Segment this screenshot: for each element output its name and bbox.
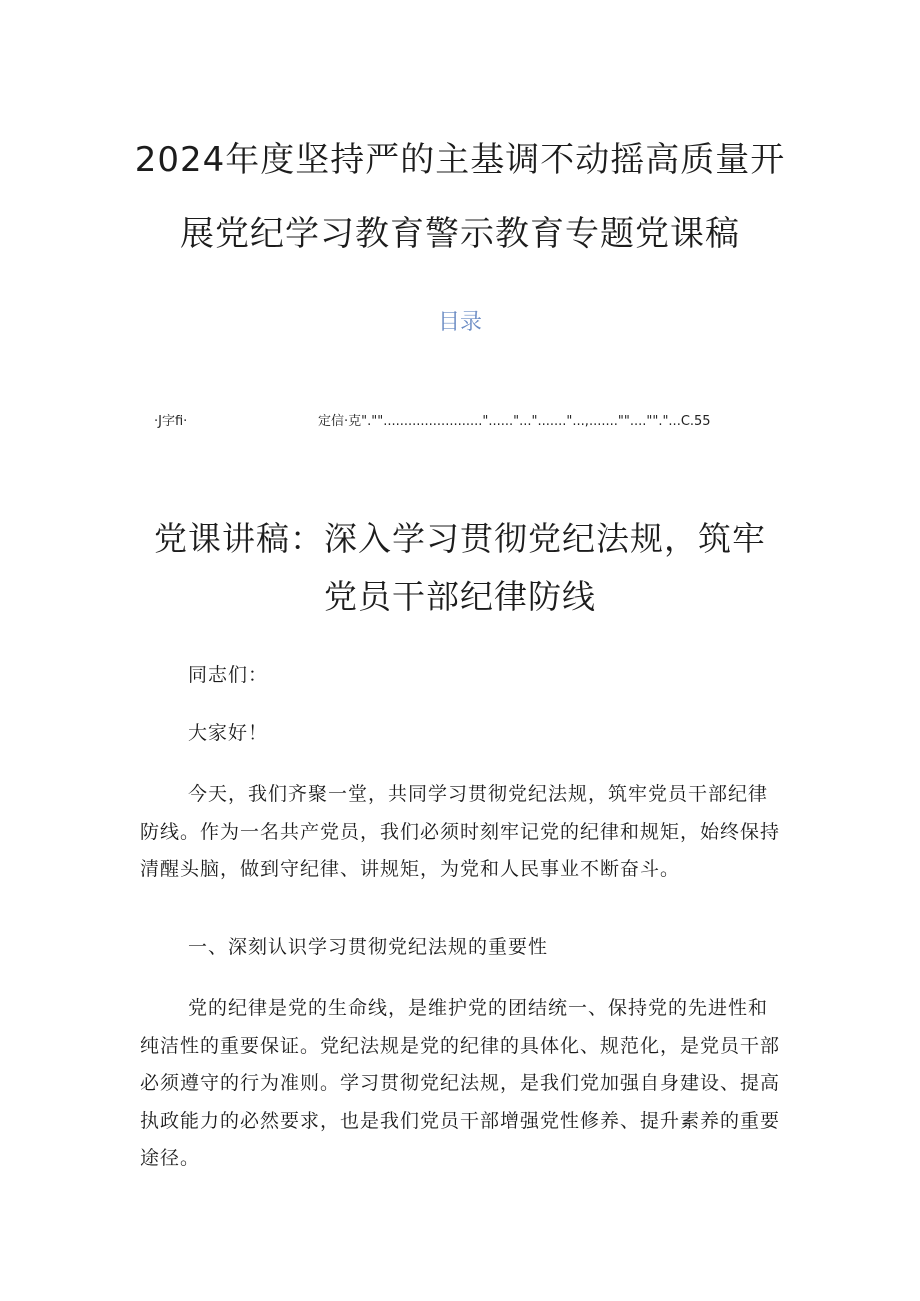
document-title-line2: 展党纪学习教育警示教育专题党课稿 — [180, 214, 740, 254]
section-heading-1: 一、深刻认识学习贯彻党纪法规的重要性 — [188, 936, 549, 958]
toc-entry-leader[interactable]: 定信·克".""........................"......"..."......."...,.......""....""."...C.55 — [318, 414, 711, 429]
greeting-salutation: 同志们： — [188, 664, 269, 686]
section-title-line2: 党员干部纪律防线 — [324, 577, 596, 616]
toc-heading: 目录 — [437, 310, 482, 335]
toc-entry-label[interactable]: ·J字fi· — [154, 414, 188, 429]
section-title-line1: 党课讲稿：深入学习贯彻党纪法规，筑牢 — [154, 519, 766, 558]
document-title-line1: 2024年度坚持严的主基调不动摇高质量开 — [134, 140, 786, 180]
intro-paragraph: 今天，我们齐聚一堂，共同学习贯彻党纪法规，筑牢党员干部纪律防线。作为一名共产党员，我们必须时刻牢记党的纪律和规矩，始终保持清醒头脑，做到守纪律、讲规矩，为党和人民事业不断奋斗。 — [140, 783, 781, 880]
greeting-hello: 大家好！ — [188, 722, 269, 744]
body-paragraph-1: 党的纪律是党的生命线，是维护党的团结统一、保持党的先进性和纯洁性的重要保证。党纪法规是党的纪律的具体化、规范化，是党员干部必须遵守的行为准则。学习贯彻党纪法规，是我们党加强自身建设、提高执政能力的必然要求，也是我们党员干部增强党性修养、提升素养的重要途径。 — [140, 997, 781, 1169]
